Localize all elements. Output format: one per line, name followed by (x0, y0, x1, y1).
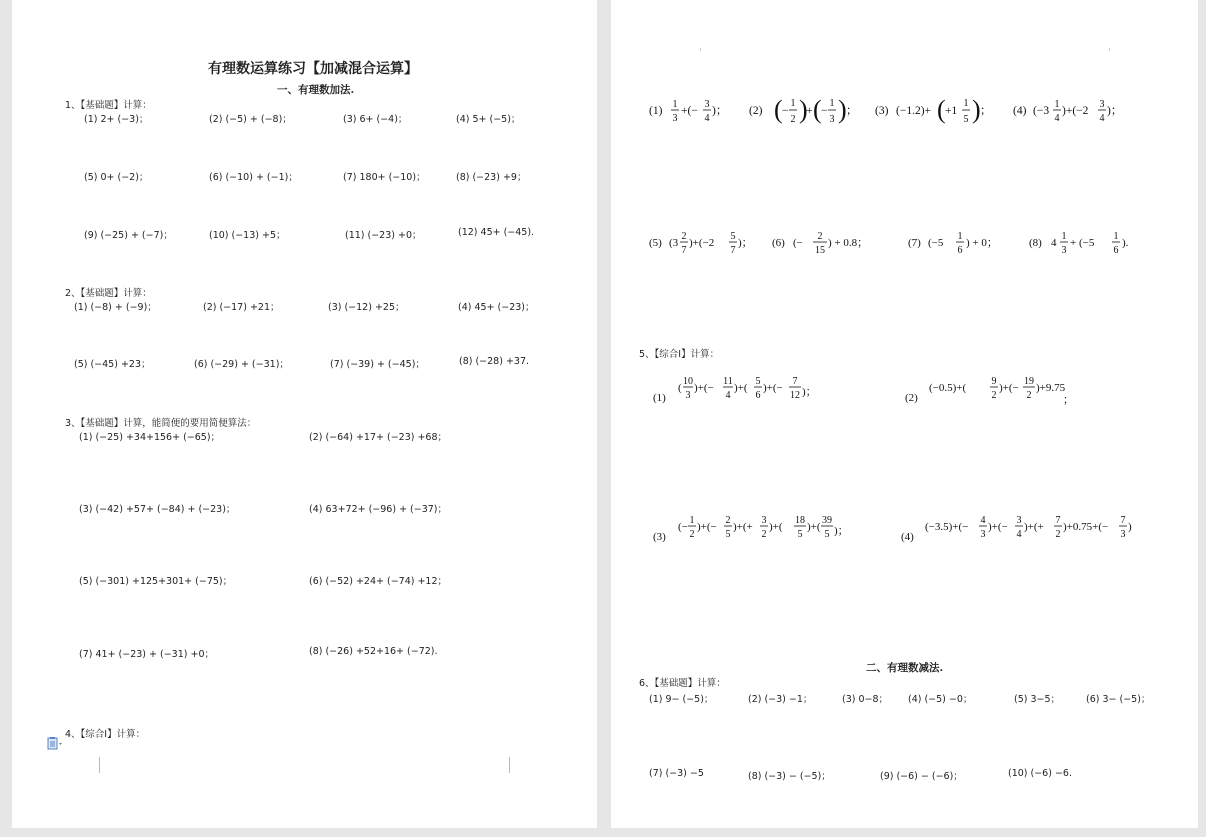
margin-marker (700, 48, 701, 51)
document-page-2 (611, 0, 1198, 828)
q6-item: (3) 0−8； (842, 694, 889, 705)
item-label: (3) (875, 105, 889, 117)
svg-text:(3: (3 (669, 237, 679, 249)
svg-text:(−3.5)+(−: (−3.5)+(− (925, 521, 969, 533)
frac-den: 4 (704, 113, 710, 124)
q1-item: (8) (−23) +9； (456, 172, 527, 183)
svg-text:3: 3 (1120, 529, 1126, 540)
svg-text:)+(−2: )+(−2 (1062, 105, 1089, 117)
svg-text:)+(: )+( (807, 521, 821, 533)
frac-den: 3 (829, 114, 835, 125)
svg-text:(−3: (−3 (1033, 105, 1050, 117)
q6-item: (4) (−5) −0； (908, 694, 973, 705)
svg-text:；: ； (1063, 394, 1074, 406)
item-label: (3) (653, 531, 666, 543)
section-title-addition: 一、有理数加法. (277, 84, 355, 96)
item-label: (2) (749, 105, 763, 117)
item-label: (8) (1029, 237, 1042, 249)
q3-item: (7) 41+ (−23) + (−31) +0； (79, 649, 214, 660)
svg-text:7: 7 (792, 376, 798, 387)
q1-item: (9) (−25) + (−7)； (84, 230, 173, 241)
item-label: (4) (901, 531, 914, 543)
svg-text:2: 2 (725, 515, 731, 526)
page-title: 有理数运算练习【加减混合运算】 (208, 61, 418, 77)
svg-text:4: 4 (1016, 529, 1022, 540)
q3-item: (5) (−301) +125+301+ (−75)； (79, 576, 233, 587)
margin-marker (509, 757, 510, 773)
q2-item: (6) (−29) + (−31)； (194, 359, 289, 370)
q2-item: (4) 45+ (−23)； (458, 302, 535, 313)
svg-text:2: 2 (761, 529, 767, 540)
operator: + (806, 105, 813, 117)
q1-item: (4) 5+ (−5)； (456, 114, 521, 125)
svg-text:)+(−2: )+(−2 (689, 237, 715, 249)
svg-text:4: 4 (1051, 237, 1057, 249)
operator: +(− (681, 105, 698, 117)
frac-num: 1 (1054, 99, 1060, 110)
frac-num: 1 (672, 99, 678, 110)
q6-item: (7) (−3) −5 (649, 768, 704, 779)
svg-text:): ) (799, 95, 808, 124)
svg-text:)+(−: )+(− (694, 382, 714, 394)
svg-text:6: 6 (755, 390, 761, 401)
q3-item: (1) (−25) +34+156+ (−65)； (79, 432, 221, 443)
svg-text:(−1.2)+: (−1.2)+ (896, 105, 932, 117)
frac-den: 2 (790, 114, 796, 125)
q2-item: (3) (−12) +25； (328, 302, 405, 313)
svg-text:2: 2 (689, 529, 695, 540)
q6-item: (9) (−6) − (−6)； (880, 771, 963, 782)
svg-text:)+(−: )+(− (697, 521, 717, 533)
q1-item: (3) 6+ (−4)； (343, 114, 408, 125)
svg-text:)+(+: )+(+ (1024, 521, 1044, 533)
svg-text:)+(+: )+(+ (733, 521, 753, 533)
q6-item: (5) 3−5； (1014, 694, 1061, 705)
q6-item: (1) 9− (−5)； (649, 694, 714, 705)
svg-text:−: − (821, 105, 828, 117)
svg-text:7: 7 (681, 245, 687, 256)
question-3-heading: 3、【基础题】计算，能简便的要用简便算法： (65, 418, 257, 429)
q1-item: (1) 2+ (−3)； (84, 114, 149, 125)
paste-options-icon[interactable] (47, 735, 63, 754)
svg-text:(: ( (774, 95, 783, 124)
svg-text:)；: )； (834, 525, 849, 537)
q6-item: (2) (−3) −1； (748, 694, 813, 705)
svg-text:): ) (972, 95, 981, 124)
svg-text:1: 1 (1113, 231, 1119, 242)
svg-text:5: 5 (755, 376, 761, 387)
svg-text:3: 3 (1016, 515, 1022, 526)
svg-text:6: 6 (1113, 245, 1119, 256)
q2-item: (2) (−17) +21； (203, 302, 280, 313)
operator: ； (980, 105, 992, 117)
frac-num: 3 (1099, 99, 1105, 110)
frac-den: 3 (672, 113, 678, 124)
svg-text:): ) (1128, 521, 1132, 533)
svg-text:−: − (782, 105, 789, 117)
fraction-row-2 (641, 226, 1161, 262)
svg-text:5: 5 (824, 529, 830, 540)
svg-text:2: 2 (1026, 390, 1032, 401)
q3-item: (6) (−52) +24+ (−74) +12； (309, 576, 448, 587)
q1-item: (12) 45+ (−45). (458, 227, 535, 238)
item-label: (1) (653, 392, 666, 404)
frac-num: 3 (704, 99, 710, 110)
margin-marker (99, 757, 100, 773)
q1-item: (11) (−23) +0； (345, 230, 422, 241)
svg-text:5: 5 (797, 529, 803, 540)
svg-text:19: 19 (1024, 376, 1034, 387)
svg-text:(: ( (678, 382, 682, 394)
svg-text:3: 3 (761, 515, 767, 526)
q1-item: (2) (−5) + (−8)； (209, 114, 292, 125)
svg-text:12: 12 (790, 390, 800, 401)
document-page-1 (12, 0, 597, 828)
svg-text:(−5: (−5 (928, 237, 944, 249)
q2-item: (7) (−39) + (−45)； (330, 359, 425, 370)
svg-text:+ (−5: + (−5 (1070, 237, 1095, 249)
section-title-subtraction: 二、有理数减法. (866, 662, 944, 674)
operator: ； (846, 105, 858, 117)
q2-item: (8) (−28) +37. (459, 356, 530, 367)
svg-text:7: 7 (1055, 515, 1061, 526)
svg-text:) + 0.8；: ) + 0.8； (828, 237, 869, 249)
svg-text:) + 0；: ) + 0； (966, 237, 998, 249)
svg-text:2: 2 (681, 231, 687, 242)
svg-text:)+0.75+(−: )+0.75+(− (1063, 521, 1109, 533)
frac-num: 1 (963, 98, 969, 109)
svg-text:(: ( (937, 95, 946, 124)
svg-text:)+(−: )+(− (999, 382, 1019, 394)
svg-text:2: 2 (991, 390, 997, 401)
svg-text:): ) (838, 95, 847, 124)
svg-text:5: 5 (725, 529, 731, 540)
frac-num: 1 (829, 98, 835, 109)
svg-text:6: 6 (957, 245, 963, 256)
svg-text:15: 15 (815, 245, 825, 256)
svg-text:7: 7 (730, 245, 736, 256)
frac-den: 4 (1099, 113, 1105, 124)
q1-item: (10) (−13) +5； (209, 230, 286, 241)
svg-text:)+(: )+( (734, 382, 748, 394)
svg-text:39: 39 (822, 515, 832, 526)
q3-item: (8) (−26) +52+16+ (−72). (309, 646, 438, 657)
svg-text:7: 7 (1120, 515, 1126, 526)
svg-text:1: 1 (689, 515, 695, 526)
svg-text:(−0.5)+(: (−0.5)+( (929, 382, 967, 394)
q1-item: (5) 0+ (−2)； (84, 172, 149, 183)
svg-text:+1: +1 (945, 105, 958, 117)
item-label: (7) (908, 237, 921, 249)
margin-marker (1109, 48, 1110, 51)
q5-row-1 (641, 371, 1161, 411)
q6-item: (10) (−6) −6. (1008, 768, 1072, 779)
svg-text:(: ( (813, 95, 822, 124)
q2-item: (1) (−8) + (−9)； (74, 302, 157, 313)
q6-item: (6) 3− (−5)； (1086, 694, 1151, 705)
item-label: (5) (649, 237, 662, 249)
fraction-row-1 (641, 94, 1141, 130)
svg-text:1: 1 (1061, 231, 1067, 242)
svg-text:9: 9 (991, 376, 997, 387)
svg-text:2: 2 (1055, 529, 1061, 540)
svg-text:)；: )； (1107, 105, 1123, 117)
item-label: (4) (1013, 105, 1027, 117)
svg-text:18: 18 (795, 515, 805, 526)
frac-den: 5 (963, 114, 969, 125)
q5-row-2 (641, 510, 1181, 550)
q6-item: (8) (−3) − (−5)； (748, 771, 831, 782)
svg-text:4: 4 (980, 515, 986, 526)
question-2-heading: 2、【基础题】计算： (65, 288, 152, 299)
q3-item: (2) (−64) +17+ (−23) +68； (309, 432, 448, 443)
q2-item: (5) (−45) +23； (74, 359, 151, 370)
svg-text:)；: )； (738, 237, 753, 249)
svg-text:)+(: )+( (769, 521, 783, 533)
svg-text:10: 10 (683, 376, 693, 387)
svg-text:2: 2 (817, 231, 823, 242)
q1-item: (6) (−10) + (−1)； (209, 172, 298, 183)
operator: )； (712, 105, 728, 117)
item-label: (2) (905, 392, 918, 404)
svg-text:)+(−: )+(− (763, 382, 783, 394)
svg-text:11: 11 (723, 376, 733, 387)
q1-item: (7) 180+ (−10)； (343, 172, 426, 183)
svg-text:1: 1 (957, 231, 963, 242)
svg-text:3: 3 (980, 529, 986, 540)
frac-den: 4 (1054, 113, 1060, 124)
svg-text:4: 4 (725, 390, 731, 401)
frac-num: 1 (790, 98, 796, 109)
svg-text:)+9.75: )+9.75 (1036, 382, 1066, 394)
question-6-heading: 6、【基础题】计算： (639, 678, 726, 689)
svg-text:)+(−: )+(− (988, 521, 1008, 533)
svg-text:)；: )； (802, 386, 817, 398)
q3-item: (4) 63+72+ (−96) + (−37)； (309, 504, 448, 515)
item-label: (6) (772, 237, 785, 249)
q3-item: (3) (−42) +57+ (−84) + (−23)； (79, 504, 236, 515)
question-5-heading: 5、【综合Ⅰ】计算： (639, 349, 720, 360)
question-4-heading: 4、【综合Ⅰ】计算： (65, 729, 146, 740)
item-label: (1) (649, 105, 663, 117)
svg-text:5: 5 (730, 231, 736, 242)
question-1-heading: 1、【基础题】计算： (65, 100, 152, 111)
svg-text:(−: (− (793, 237, 803, 249)
svg-text:(−: (− (678, 521, 688, 533)
svg-text:3: 3 (1061, 245, 1067, 256)
svg-text:).: ). (1122, 237, 1129, 249)
svg-text:3: 3 (685, 390, 691, 401)
